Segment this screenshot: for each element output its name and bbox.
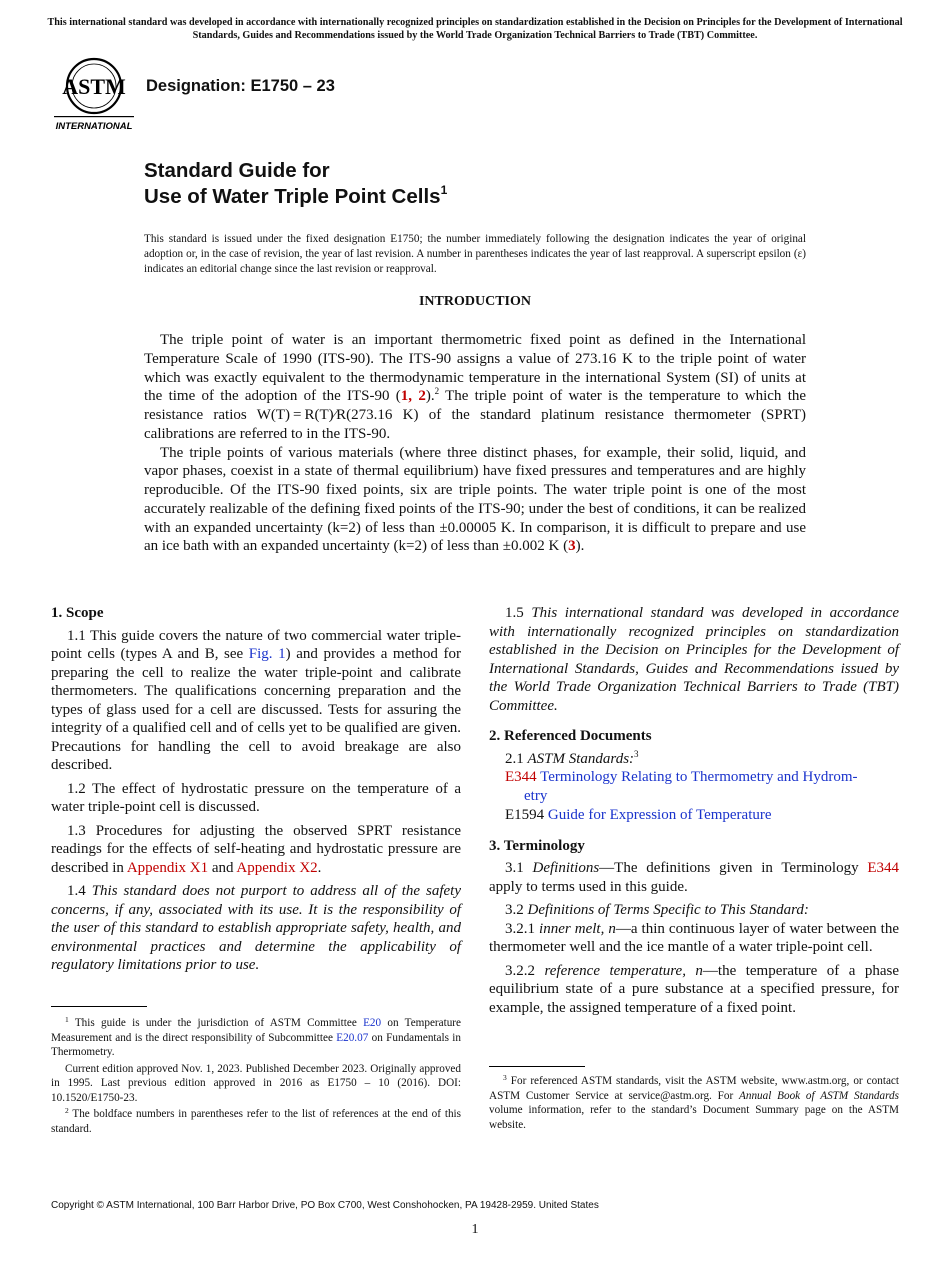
header-notice: This international standard was developed in accordance with internationally recognized principles on standardization established in the Decision on Principles for the Development of International Standards, Guides and Recommendations issued by the World Trade Organization Technical Barriers to Trade (TBT) Committee.	[47, 17, 903, 41]
designation: Designation: E1750 – 23	[146, 77, 335, 95]
e20-07-link[interactable]: E20.07	[336, 1031, 369, 1044]
section-heading-terminology: 3. Terminology	[489, 837, 585, 854]
paragraph-1-5: 1.5 This international standard was developed in accordance with internationally recognized principles on standardization established in the Decision on Principles for the Development of International Standards, Guides and Recommendations issued by the World Trade Organization Technical Barriers to Trade (TBT) Committee.	[489, 605, 900, 714]
intro-heading: INTRODUCTION	[418, 294, 531, 309]
introduction	[144, 331, 806, 556]
paragraph-1-4: 1.4 This standard does not purport to address all of the safety concerns, if any, associated with its use. It is the responsibility of the user of this standard to establish appropriate safety, health, and environmental practices and determine the applicability of regulatory limitations prior to use.	[51, 883, 462, 973]
footnotes-right	[489, 1074, 899, 1134]
paragraph-1-1: 1.1 This guide covers the nature of two commercial water triple-point cells (types A and B, see Fig. 1) and provides a method for preparing the cell to realize the water triple-point and calibrate thermometers. The qualifications concerning preparation and the types of glass used for a cell are discussed. Tests for assuring the integrity of a qualified cell and of cells yet to be qualified are given. Precautions for handling the cell to avoid breakage are also described.	[51, 627, 461, 773]
paragraph-1-2: 1.2 The effect of hydrostatic pressure on the temperature of a water triple-point cell is discussed.	[51, 780, 461, 815]
title-line-1: Standard Guide for	[144, 159, 330, 182]
reference-link[interactable]: 1, 2	[400, 388, 426, 405]
page-number: 1	[471, 1222, 479, 1237]
intro-paragraph-1: The triple point of water is an important thermometric fixed point as defined in the International Temperature Scale of 1990 (ITS-90). The ITS-90 assigns a value of 273.16 K to the triple point of water which was exactly equivalent to the thermodynamic temperature in the international System (SI) of units at the time of the adoption of the ITS-90 (1, 2).$^2$ The triple point of water is the temperature to which the resistance ratios W(T) = R(T)⁄R(273.16 K) of the standard platinum resistance thermometer (SPRT) calibrations are referred to in the ITS-90.	[144, 332, 807, 442]
appendix-x1-link[interactable]: Appendix X1	[126, 859, 209, 876]
document-title	[144, 158, 447, 210]
e344-title-continuation[interactable]: etry	[524, 787, 548, 804]
copyright-notice: Copyright © ASTM International, 100 Barr Harbor Drive, PO Box C700, West Conshohocken, PA 19428-2959. United States	[51, 1200, 599, 1211]
logo-international-text: INTERNATIONAL	[55, 121, 133, 132]
footnotes-left	[51, 1016, 461, 1138]
figure-link[interactable]: Fig. 1	[248, 646, 286, 662]
astm-logo	[52, 56, 136, 132]
footnote-divider-left	[51, 1006, 147, 1007]
footnote-divider-right	[489, 1066, 585, 1067]
title-line-2: Use of Water Triple Point Cells	[144, 185, 441, 208]
right-column	[489, 604, 899, 1022]
section-heading-referenced-documents: 2. Referenced Documents	[489, 728, 652, 744]
footnote-2: $^2$ The boldface numbers in parentheses refer to the list of references at the end of this standard.	[51, 1106, 461, 1135]
section-heading-scope: 1. Scope	[51, 605, 104, 621]
appendix-x2-link[interactable]: Appendix X2	[236, 859, 318, 876]
left-column	[51, 604, 461, 980]
paragraph-1-3: 1.3 Procedures for adjusting the observed SPRT resistance readings for the effects of self-heating and hydrostatic pressure are described in Appendix X1 and Appendix X2.	[51, 822, 461, 876]
e344-title-link[interactable]: Terminology Relating to Thermometry and Hydrom-	[536, 769, 858, 785]
e344-link-2[interactable]: E344	[867, 860, 900, 876]
paragraph-3-2-1: 3.2.1 inner melt, n—a thin continuous layer of water between the thermometer well and the ice mantle of a water triple-point cell.	[489, 920, 900, 955]
paragraph-3-2-2: 3.2.2 reference temperature, n—the temperature of a phase equilibrium state of a pure substance at a specified pressure, for example, the assigned temperature of a fixed point.	[489, 962, 900, 1016]
referenced-standard-e344	[489, 768, 899, 805]
referenced-standard-e1594: E1594 Guide for Expression of Temperature	[505, 807, 772, 823]
intro-paragraph-2: The triple points of various materials (where three distinct phases, for example, their solid, liquid, and vapor phases, coexist in a state of thermal equilibrium) have fixed pressures and temperatures and are highly reproducible. Of the ITS-90 fixed points, six are triple points. The water triple point is one of the most accurately realizable of the defining fixed points of the ITS-90; under the best of conditions, it can be realized with an expanded uncertainty (k=2) of less than ±0.00005 K. In comparison, it is difficult to prepare and use an ice bath with an expanded uncertainty (k=2) of less than ±0.002 K (3).	[144, 444, 806, 555]
e344-link[interactable]: E344	[505, 769, 537, 785]
paragraph-2-1: 2.1 ASTM Standards:$^3$	[505, 748, 639, 767]
footnote-3: $^3$ For referenced ASTM standards, visit the ASTM website, www.astm.org, or contact ASTM Customer Service at service@astm.org. For Annual Book of ASTM Standards volume information, refer to the standard’s Document Summary page on the ASTM website.	[489, 1073, 899, 1131]
e1594-title-link[interactable]: Guide for Expression of Temperature	[547, 807, 772, 823]
reference-link[interactable]: 3	[568, 538, 576, 555]
title-footnote-ref: 1	[440, 183, 448, 197]
paragraph-3-1: 3.1 Definitions—The definitions given in Terminology E344 apply to terms used in this guide.	[489, 860, 900, 895]
issued-note: This standard is issued under the fixed designation E1750; the number immediately following the designation indicates the year of original adoption or, in the case of revision, the year of last revision. A number in parentheses indicates the year of last reapproval. A superscript epsilon (ε) indicates an editorial change since the last revision or reapproval.	[144, 233, 806, 275]
paragraph-3-2: 3.2 Definitions of Terms Specific to This Standard:	[505, 902, 809, 918]
e20-link[interactable]: E20	[363, 1017, 382, 1029]
logo-astm-text: ASTM	[62, 74, 126, 99]
footnote-1-edition: Current edition approved Nov. 1, 2023. Published December 2023. Originally approved in 1995. Last previous edition approved in 2016 as E1750 – 10 (2016). DOI: 10.1520/E1750-23.	[51, 1062, 461, 1104]
footnote-1: $^1$ This guide is under the jurisdiction of ASTM Committee E20 on Temperature Measurement and is the direct responsibility of Subcommittee E20.07 on Fundamentals in Thermometry.	[51, 1015, 461, 1058]
